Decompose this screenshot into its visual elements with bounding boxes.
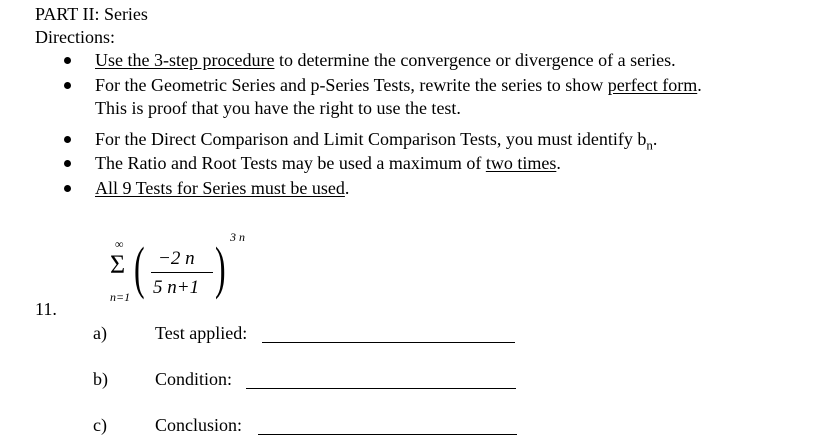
conclusion-blank[interactable]	[258, 434, 517, 435]
answer-letter-b: b)	[93, 369, 108, 389]
fraction-denominator: 5 n+1	[153, 277, 200, 298]
direction-item-2	[95, 75, 702, 96]
direction-4-link: two times	[485, 153, 557, 173]
bullet-icon	[64, 185, 71, 192]
direction-3-text: For the Direct Comparison and Limit Comparison Tests, you must identify	[95, 129, 638, 149]
bullet-icon	[64, 160, 71, 167]
part-title: PART II: Series	[35, 4, 148, 24]
fraction-bar	[151, 272, 213, 273]
bullet-icon	[64, 82, 71, 89]
direction-4-punct: .	[556, 153, 561, 173]
direction-2-punct: .	[697, 75, 702, 95]
direction-item-2-line2: This is proof that you have the right to use the test.	[95, 98, 461, 118]
direction-item-4	[95, 153, 561, 174]
problem-number: 11.	[35, 299, 57, 319]
bullet-icon	[64, 57, 71, 64]
direction-1-text: to determine the convergence or divergence of a series.	[274, 50, 676, 70]
direction-5-link: All 9 Tests for Series must be used	[95, 178, 345, 198]
bn-subscript: n	[646, 137, 653, 153]
answer-letter-c: c)	[93, 415, 107, 435]
direction-item-3	[95, 129, 657, 154]
sum-upper-limit: ∞	[115, 237, 124, 251]
direction-5-punct: .	[344, 178, 350, 198]
series-exponent: 3 n	[230, 230, 245, 244]
test-applied-blank[interactable]	[262, 342, 515, 343]
direction-1-link: Use the 3-step procedure	[95, 50, 275, 70]
right-paren: )	[215, 235, 226, 300]
direction-2-text: For the Geometric Series and p-Series Tests, rewrite the series to show	[95, 75, 608, 95]
direction-4-text: The Ratio and Root Tests may be used a maximum of	[95, 153, 486, 173]
direction-item-1	[95, 50, 676, 71]
sum-symbol: Σ	[110, 250, 126, 279]
answer-label-test-applied: Test applied:	[155, 323, 248, 343]
direction-item-5	[95, 178, 349, 199]
bullet-icon	[64, 136, 71, 143]
answer-label-condition: Condition:	[155, 369, 233, 389]
direction-2-link: perfect form	[607, 75, 698, 95]
sum-lower-limit: n=1	[110, 290, 131, 304]
answer-label-conclusion: Conclusion:	[155, 415, 243, 435]
fraction-numerator: −2 n	[158, 248, 195, 269]
condition-blank[interactable]	[246, 388, 516, 389]
direction-3-punct: .	[652, 129, 658, 149]
answer-letter-a: a)	[93, 323, 107, 343]
bn-symbol: b	[637, 129, 647, 149]
left-paren: (	[134, 235, 145, 300]
directions-label: Directions:	[35, 27, 115, 47]
